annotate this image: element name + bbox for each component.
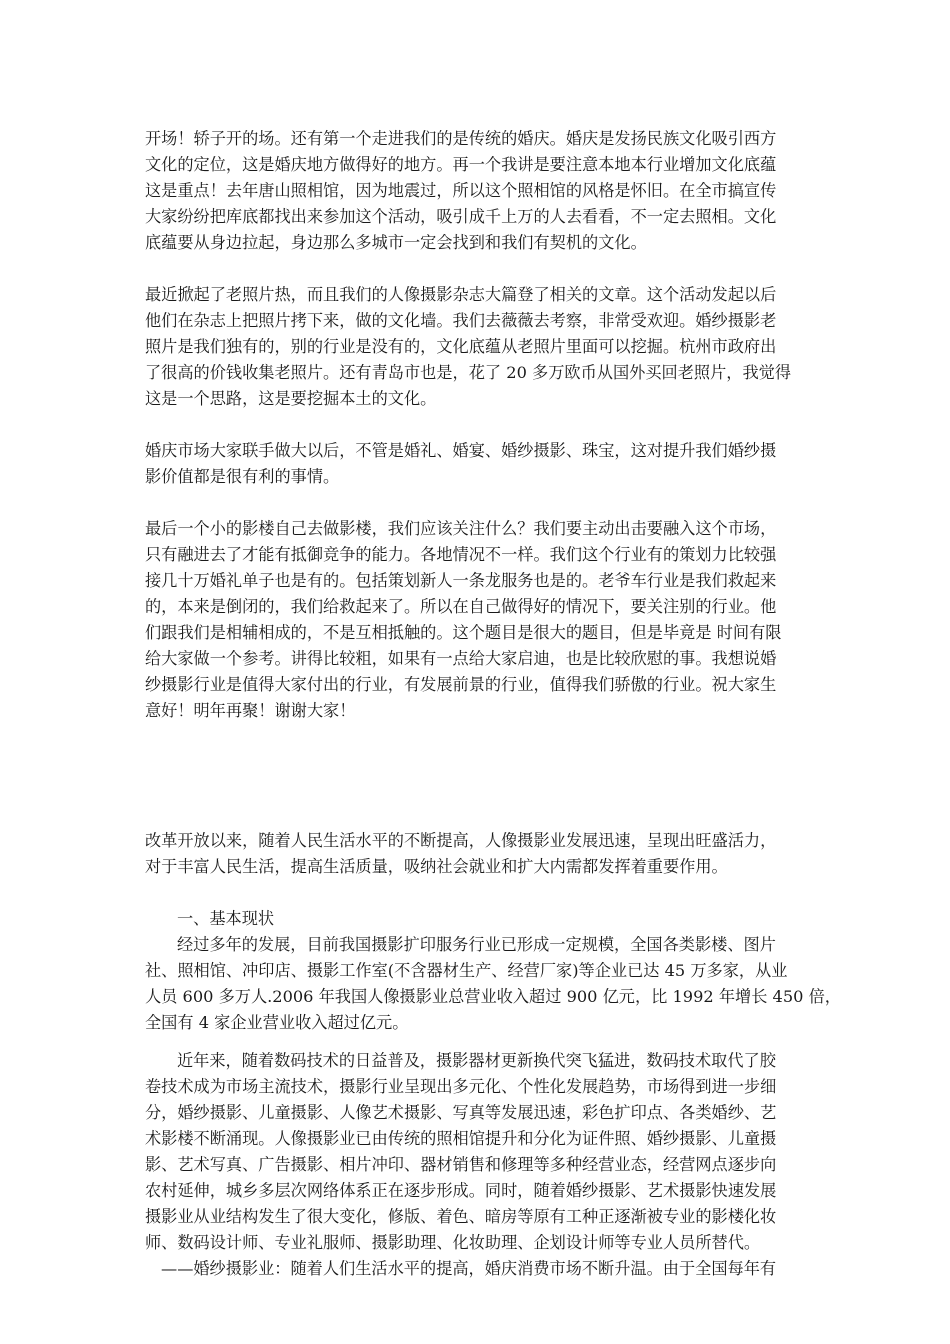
paragraph-old-photos (145, 282, 815, 412)
paragraph-wedding-market (145, 438, 815, 490)
text-line: 他们在杂志上把照片拷下来，做的文化墙。我们去薇薇去考察，非常受欢迎。婚纱摄影老 (145, 311, 777, 330)
text-line: 师、数码设计师、专业礼服师、摄影助理、化妆助理、企划设计师等专业人员所替代。 (145, 1233, 761, 1252)
text-line: 文化的定位，这是婚庆地方做得好的地方。再一个我讲是要注意本地本行业增加文化底蕴 (145, 155, 777, 174)
text-line: 了很高的价钱收集老照片。还有青岛市也是，花了 20 多万欧币从国外买回老照片，我觉得 (145, 363, 792, 382)
text-line: 农村延伸，城乡多层次网络体系正在逐步形成。同时，随着婚纱摄影、艺术摄影快速发展 (145, 1181, 777, 1200)
paragraph-opening (145, 126, 815, 256)
text-line: 照片是我们独有的，别的行业是没有的，文化底蕴从老照片里面可以挖掘。杭州市政府出 (145, 337, 777, 356)
text-line: 的，本来是倒闭的，我们给救起来了。所以在自己做得好的情况下，要关注别的行业。他 (145, 597, 777, 616)
heading-text: 一、基本现状 (177, 909, 275, 928)
text-line: 纱摄影行业是值得大家付出的行业，有发展前景的行业，值得我们骄傲的行业。祝大家生 (145, 675, 777, 694)
paragraph-closing (145, 516, 815, 724)
text-line: 给大家做一个参考。讲得比较粗，如果有一点给大家启迪，也是比较欣慰的事。我想说婚 (145, 649, 777, 668)
text-line: 最近掀起了老照片热，而且我们的人像摄影杂志大篇登了相关的文章。这个活动发起以后 (145, 285, 777, 304)
text-line: 们跟我们是相辅相成的，不是互相抵触的。这个题目是很大的题目，但是毕竟是 时间有限 (145, 623, 782, 642)
paragraph-digital-trend (145, 1048, 815, 1256)
text-line: 卷技术成为市场主流技术，摄影行业呈现出多元化、个性化发展趋势，市场得到进一步细 (145, 1077, 777, 1096)
text-line: 术影楼不断涌现。人像摄影业已由传统的照相馆提升和分化为证件照、婚纱摄影、儿童摄 (145, 1129, 777, 1148)
text-line: 这是重点！去年唐山照相馆，因为地震过，所以这个照相馆的风格是怀旧。在全市搞宣传 (145, 181, 777, 200)
text-line: 社、照相馆、冲印店、摄影工作室(不含器材生产、经营厂家)等企业已达 45 万多家，从业 (145, 961, 788, 980)
text-line: 影、艺术写真、广告摄影、相片冲印、器材销售和修理等多种经营业态，经营网点逐步向 (145, 1155, 777, 1174)
paragraph-wedding-photography (145, 1256, 815, 1282)
text-line: 经过多年的发展，目前我国摄影扩印服务行业已形成一定规模，全国各类影楼、图片 (177, 935, 776, 954)
text-line: 大家纷纷把库底都找出来参加这个活动，吸引成千上万的人去看看，不一定去照相。文化 (145, 207, 777, 226)
text-line: 最后一个小的影楼自己去做影楼，我们应该关注什么？我们要主动出击要融入这个市场， (145, 519, 777, 538)
text-line: 对于丰富人民生活，提高生活质量，吸纳社会就业和扩大内需都发挥着重要作用。 (145, 857, 728, 876)
paragraph-reform-intro (145, 828, 815, 880)
document-page (145, 126, 841, 1282)
text-line: 影价值都是很有利的事情。 (145, 467, 340, 486)
text-line: 改革开放以来，随着人民生活水平的不断提高，人像摄影业发展迅速，呈现出旺盛活力， (145, 831, 777, 850)
text-line: 意好！明年再聚！谢谢大家！ (145, 701, 356, 720)
text-line: 这是一个思路，这是要挖掘本土的文化。 (145, 389, 437, 408)
section-heading (145, 906, 815, 932)
text-line: 只有融进去了才能有抵御竞争的能力。各地情况不一样。我们这个行业有的策划力比较强 (145, 545, 777, 564)
text-line: 接几十万婚礼单子也是有的。包括策划新人一条龙服务也是的。老爷车行业是我们救起来 (145, 571, 777, 590)
text-line: 近年来，随着数码技术的日益普及，摄影器材更新换代突飞猛进，数码技术取代了胶 (177, 1051, 776, 1070)
paragraph-scale (145, 932, 841, 1036)
text-line: 分，婚纱摄影、儿童摄影、人像艺术摄影、写真等发展迅速，彩色扩印点、各类婚纱、艺 (145, 1103, 777, 1122)
text-line: 人员 600 多万人.2006 年我国人像摄影业总营业收入超过 900 亿元，比 1992 年增长 450 倍， (145, 987, 841, 1006)
text-line: 底蕴要从身边拉起，身边那么多城市一定会找到和我们有契机的文化。 (145, 233, 647, 252)
text-line: 婚庆市场大家联手做大以后，不管是婚礼、婚宴、婚纱摄影、珠宝，这对提升我们婚纱摄 (145, 441, 777, 460)
text-line: 全国有 4 家企业营业收入超过亿元。 (145, 1013, 409, 1032)
text-line: ——婚纱摄影业：随着人们生活水平的提高，婚庆消费市场不断升温。由于全国每年有 (161, 1259, 777, 1278)
text-line: 开场！轿子开的场。还有第一个走进我们的是传统的婚庆。婚庆是发扬民族文化吸引西方 (145, 129, 777, 148)
text-line: 摄影业从业结构发生了很大变化，修版、着色、暗房等原有工种正逐渐被专业的影楼化妆 (145, 1207, 777, 1226)
